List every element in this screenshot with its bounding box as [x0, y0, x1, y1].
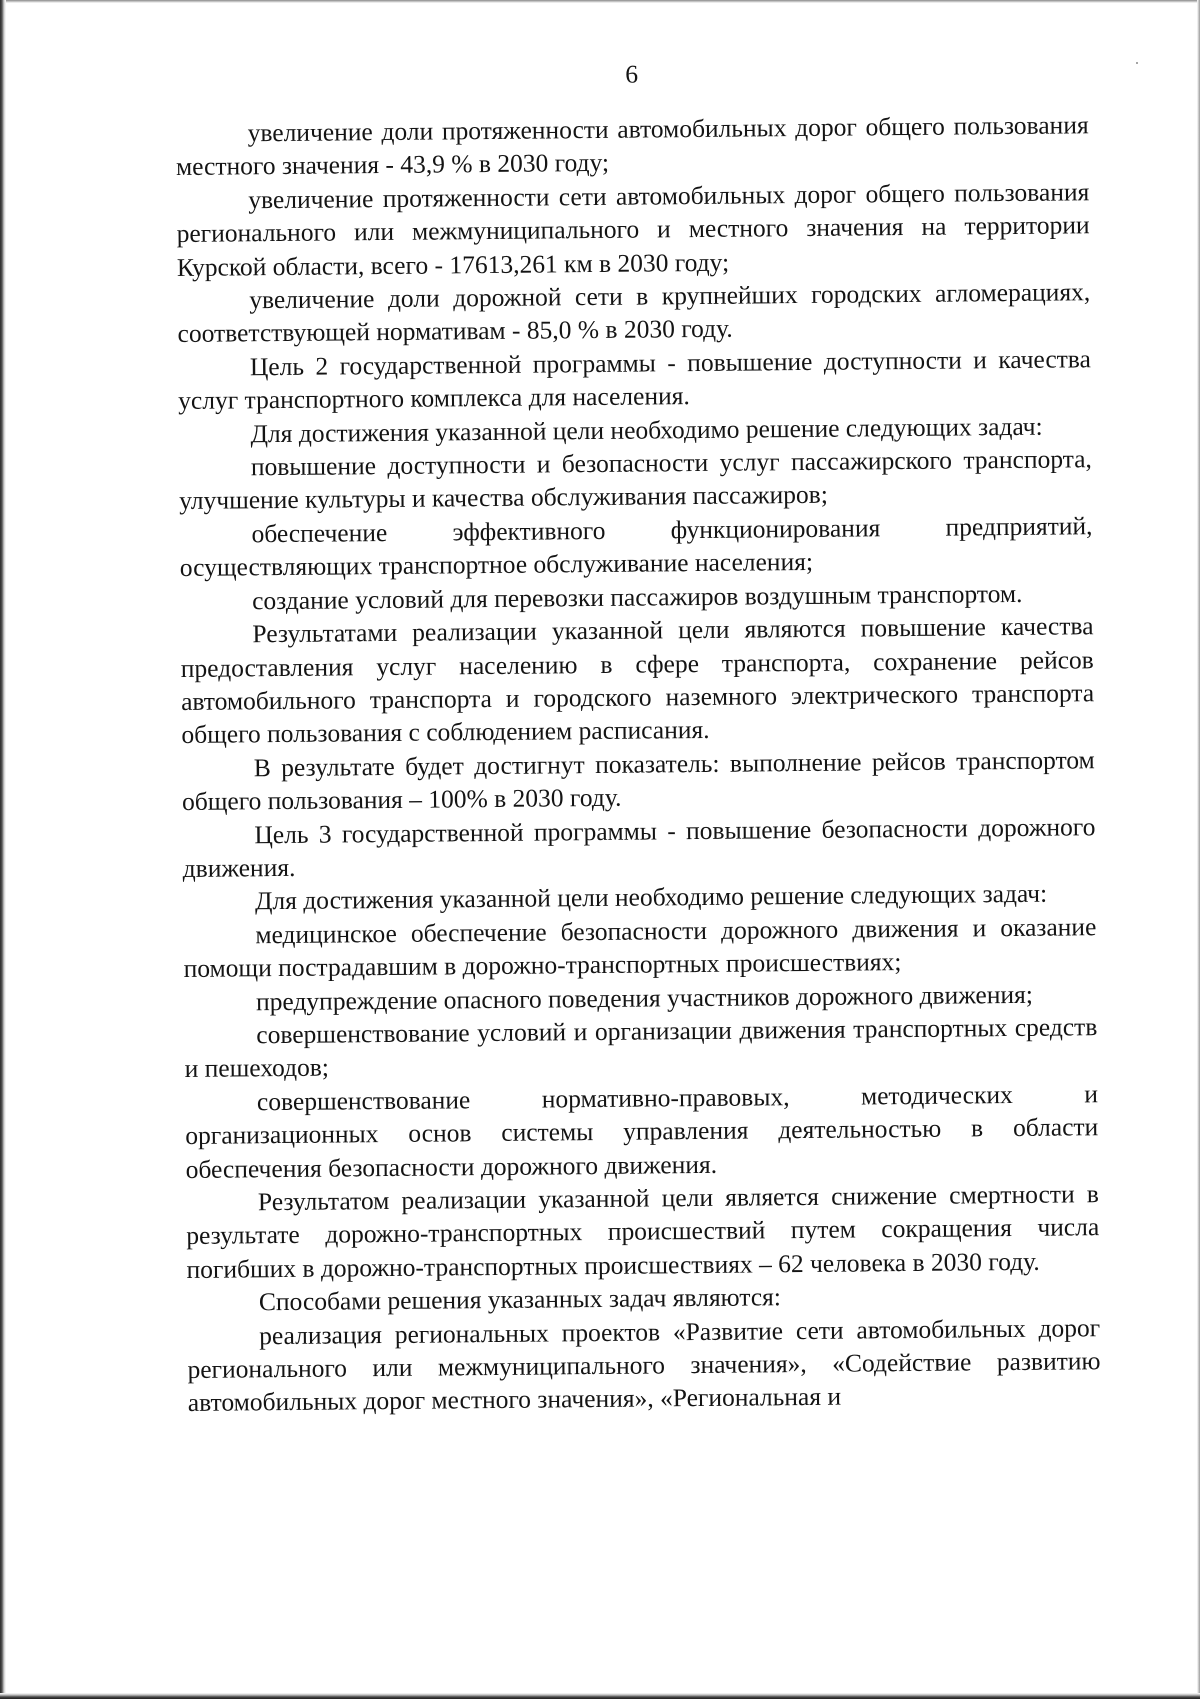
paragraph-goal-2-indicator: В результате будет достигнут показатель: выполнение рейсов транспортом общего пользования – 100% в 2030 году. [181, 744, 1095, 817]
paragraph-goal-2-tasks-intro: Для достижения указанной цели необходимо решение следующих задач: [250, 411, 1043, 448]
scan-edge-bottom [0, 1693, 1200, 1699]
paragraph-methods-intro: Способами решения указанных задач являются: [258, 1282, 782, 1317]
paragraph-task-passenger-transport: повышение доступности и безопасности услуг пассажирского транспорта, улучшение культуры и качества обслуживания пассажиров; [179, 444, 1092, 516]
paragraph-road-network-length: увеличение протяженности сети автомобильных дорог общего пользования регионального или межмуниципального и местного значения на территории Курской области, всего - 17613,261 км в 2030 году; [176, 177, 1090, 282]
paragraph-task-enterprises: обеспечение эффективного функционирования предприятий, осуществляющих транспортное обслуживание населения; [179, 511, 1093, 583]
paragraph-regional-projects: реализация региональных проектов «Развитие сети автомобильных дорог регионального или межмуниципального значения», «Содействие развитию автомобильных дорог местного значения», «Региональная и [187, 1312, 1101, 1418]
paragraph-task-dangerous-behavior: предупреждение опасного поведения участников дорожного движения; [255, 979, 1033, 1016]
paragraph-task-traffic-organization: совершенствование условий и организации движения транспортных средств и пешеходов; [184, 1012, 1098, 1084]
paragraph-road-share-local: увеличение доли протяженности автомобильных дорог общего пользования местного значения - 43,9 % в 2030 году; [175, 110, 1089, 182]
paragraph-agglomeration-share: увеличение доли дорожной сети в крупнейших городских агломерациях, соответствующей нормативам - 85,0 % в 2030 году. [177, 277, 1091, 349]
paragraph-task-air-transport: создание условий для перевозки пассажиров воздушным транспортом. [252, 578, 1023, 615]
paragraph-goal-3-tasks-intro: Для достижения указанной цели необходимо решение следующих задач: [254, 879, 1048, 916]
document-page [175, 55, 1101, 1420]
document-body [176, 108, 1101, 1420]
paragraph-goal-2-results: Результатами реализации указанной цели являются повышение качества предоставления услуг населению в сфере транспорта, сохранение рейсов автомобильного транспорта и городского наземного электрического транспорта общего пользования с соблюдением расписания. [180, 611, 1095, 750]
paragraph-goal-3-result: Результатом реализации указанной цели является снижение смертности в результате дорожно-транспортных происшествий путем сокращения числа погибших в дорожно-транспортных происшествиях – 62 человека в 2030 году. [186, 1179, 1100, 1284]
paragraph-task-regulatory-framework: совершенствование нормативно-правовых, методических и организационных основ системы управления деятельностью в области обеспечения безопасности дорожного движения. [185, 1078, 1099, 1184]
scan-speck [1136, 62, 1138, 64]
paragraph-goal-3: Цель 3 государственной программы - повышение безопасности дорожного движения. [182, 811, 1096, 883]
paragraph-goal-2: Цель 2 государственной программы - повышение доступности и качества услуг транспортного комплекса для населения. [178, 344, 1092, 416]
paragraph-task-medical-support: медицинское обеспечение безопасности дорожного движения и оказание помощи пострадавшим в дорожно-транспортных происшествиях; [183, 911, 1097, 984]
scan-edge-top [0, 0, 1200, 3]
page-number: 6 [625, 59, 639, 89]
scan-edge-left [0, 0, 6, 1699]
